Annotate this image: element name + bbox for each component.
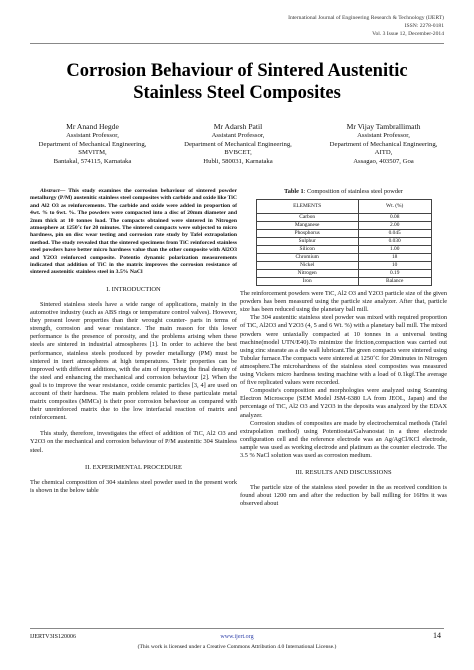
table-cell: 0.08 bbox=[358, 214, 431, 222]
composition-table bbox=[256, 199, 432, 286]
table-header-row bbox=[256, 200, 431, 214]
author-dept: Department of Mechanical Engineering, bbox=[38, 140, 147, 148]
abstract-label: Abstract— bbox=[40, 188, 66, 194]
table-cell: Balance bbox=[358, 278, 431, 286]
paper-title bbox=[0, 60, 474, 104]
table-row bbox=[256, 246, 431, 254]
method-paragraph-3: Composite's composition and morphologies were analyzed using Scanning Electron Microscope (SEM Model JSM-6380 LA from JEOL, Japan) and the percentage of TiC, Al2 O3 and Y2O3 in the deposits was analyzed by the EDAX analyzer. bbox=[240, 387, 447, 419]
journal-volume: Vol. 3 Issue 12, December-2014 bbox=[372, 31, 444, 37]
table-cell: 1.00 bbox=[358, 246, 431, 254]
author-role: Assistant Professor, bbox=[211, 132, 265, 139]
intro-paragraph-1: Sintered stainless steels have a wide range of applications, mainly in the automotive industry (such as ABS rings or temperature control valves). However, they present lower properties than their wrought counter- parts in terms of strength, corrosion and wear resistance. The main reason for this lower performance is the presence of porosity, and the problems arising when these steels are sintered in industrial atmospheres [1]. In order to achieve the best performance, stainless steels produced by powder metallurgy (PM) must be sintered in inert atmospheres at high temperatures. Their properties can be improved with different additions, with the aim of improving the final density of the steel and enhancing the mechanical and corrosion behaviour [2]. When the goal is to improve the wear resistance, oxide ceramic particles [3, 4] are used on account of their hardness. The main problem related to these particulate metal matrix composites (MMCs) is their poor corrosion behaviour as compared with their unreinforced matrix due to the low interfacial reaction of matrix and reinforcement. bbox=[30, 300, 237, 422]
table-cell: Iron bbox=[256, 278, 358, 286]
section-heading-results: III. RESULTS AND DISCUSSIONS bbox=[295, 469, 392, 477]
author-place: Assagao, 403507, Goa bbox=[353, 157, 414, 165]
author-place: Bantakal, 574115, Karnataka bbox=[53, 157, 132, 165]
journal-header bbox=[224, 14, 444, 38]
section-heading-introduction: I. INTRODUCTION bbox=[106, 285, 161, 293]
left-column bbox=[30, 188, 237, 495]
author-dept: Department of Mechanical Engineering, bbox=[184, 140, 292, 148]
experimental-paragraph: The chemical composition of 304 stainless steel powder used in the present work is shown in the below table bbox=[30, 478, 237, 494]
author-name: Mr Anand Hegde bbox=[66, 122, 119, 131]
page-number: 14 bbox=[433, 631, 441, 640]
author-inst: AITD, bbox=[374, 149, 393, 157]
method-paragraph-2: The 304 austenitic stainless steel powder was mixed with required proportion of TiC, Al2O3 and Y2O3 (4, 5 and 6 Wt. %) with a planetary ball mill. The mixed powders were uniaxially compacted at 10 tonnes in a universal testing machine(model UTN/E40).To minimize the friction,compaction was carried out using zinc stearate as a die wall lubricant.The green compacts were sintered using Tubular furnace.The compacts were sintered at 1250˚C for 20minutes in Nitrogen atmosphere.The microhardness of the stainless steel composites was measured using Vickers micro hardness testing machine with a load of 0.1kgf.The average of five replicated values were recorded. bbox=[240, 314, 447, 387]
table-cell: Manganese bbox=[256, 222, 358, 230]
journal-issn: ISSN: 2278-0181 bbox=[404, 23, 444, 29]
license-note: (This work is licensed under a Creative Commons Attribution 4.0 International License.) bbox=[137, 644, 337, 650]
method-paragraph-4: Corrosion studies of composites are made by electrochemical methods (Tafel extrapolation method) using Potentiostat/Galvanostat in a three electrode configuration cell and the reference electrode was an Ag/AgCl/KCl electrode, sample was used as working electrode and platinum as the counter electrode. The 3.5 % NaCl solution was used as corrosion medium. bbox=[240, 419, 447, 459]
footer-rule bbox=[30, 628, 444, 629]
author-block bbox=[166, 122, 311, 166]
table-header-elements: ELEMENTS bbox=[256, 200, 358, 214]
table-cell: Nickel bbox=[256, 262, 358, 270]
author-name: Mr Adarsh Patil bbox=[213, 122, 263, 131]
table-caption-label: Table 1 bbox=[284, 188, 304, 195]
table-row bbox=[256, 238, 431, 246]
table-row bbox=[256, 222, 431, 230]
author-name: Mr Vijay Tambrallimath bbox=[346, 122, 421, 131]
journal-name: International Journal of Engineering Research & Technology (IJERT) bbox=[288, 15, 444, 21]
table-row bbox=[256, 254, 431, 262]
table-caption-text: : Composition of stainless steel powder bbox=[303, 188, 403, 195]
title-line-1: Corrosion Behaviour of Sintered Austenitic bbox=[66, 61, 408, 81]
table-cell: 0.045 bbox=[358, 230, 431, 238]
table-cell: Chromium bbox=[256, 254, 358, 262]
table-cell: 18 bbox=[358, 254, 431, 262]
author-inst: BVBCET, bbox=[224, 149, 252, 157]
author-role: Assistant Professor, bbox=[66, 132, 119, 139]
author-role: Assistant Professor, bbox=[357, 132, 410, 139]
table-cell: 10 bbox=[358, 262, 431, 270]
author-place: Hubli, 580031, Karnataka bbox=[203, 157, 273, 165]
author-dept: Department of Mechanical Engineering, bbox=[329, 140, 438, 148]
table-cell: Sulphur bbox=[256, 238, 358, 246]
table-cell: Phosphorus bbox=[256, 230, 358, 238]
author-block bbox=[311, 122, 456, 166]
header-rule bbox=[30, 43, 444, 44]
table-cell: 2.00 bbox=[358, 222, 431, 230]
author-inst: SMVITM, bbox=[78, 149, 107, 157]
abstract bbox=[30, 188, 237, 277]
paper-id: IJERTV3IS120006 bbox=[30, 634, 76, 640]
method-paragraph-1: The reinforcement powders were TiC, Al2 O3 and Y2O3 particle size of the given powders has been measured using the particle size analyzer. After that, particle size has been reduced using the planetary ball mill. bbox=[240, 290, 447, 314]
table-header-weight: Wt. (%) bbox=[358, 200, 431, 214]
table-row bbox=[256, 270, 431, 278]
journal-website-link[interactable]: www.ijert.org bbox=[220, 634, 254, 640]
table-row bbox=[256, 262, 431, 270]
table-cell: 0.030 bbox=[358, 238, 431, 246]
section-heading-experimental: II. EXPERIMENTAL PROCEDURE bbox=[85, 463, 182, 471]
title-line-2: Stainless Steel Composites bbox=[133, 83, 341, 103]
table-caption bbox=[240, 188, 447, 196]
author-list bbox=[20, 122, 456, 166]
abstract-text: This study examines the corrosion behaviour of sintered powder metallurgy (P/M) austenitic stainless steel composites with carbide and oxide like TiC and Al2 O3 as reinforcements. The carbide and oxide were added in proportion of 4wt. % to 6wt. %. The powders were compacted into a disc of 20mm diameter and 2mm thick at 10 tonnes load. The compacts obtained were sintered in Nitrogen atmosphere at 1250˚c for 20 minutes. The sintered compacts were subjected to micro hardness, pin on disc wear testing and corrosion rate study by Tafel extrapolation method. The study revealed that the sintered specimens from TiC reinforced stainless steel powders have better micro hardness value than the other composite with Al2O3 and Y2O3 reinforced composite. Potentio dynamic polarization measurements indicated that addition of TiC in the matrix improves the corrosion resistance of sintered austenitic stainless steel in 3.5% NaCl bbox=[30, 188, 237, 276]
table-row bbox=[256, 230, 431, 238]
table-row bbox=[256, 278, 431, 286]
intro-paragraph-2: This study, therefore, investigates the effect of addition of TiC, Al2 O3 and Y2O3 on the mechanical and corrosion behaviour of P/M austenitic 304 Stainless steel. bbox=[30, 430, 237, 454]
table-cell: 0.19 bbox=[358, 270, 431, 278]
author-block bbox=[20, 122, 165, 166]
table-row bbox=[256, 214, 431, 222]
table-cell: Carbon bbox=[256, 214, 358, 222]
table-cell: Silicon bbox=[256, 246, 358, 254]
results-paragraph: The particle size of the stainless steel powder in the as received condition is found about 1200 nm and after the reduction by ball milling for 16Hrs it was observed about bbox=[240, 484, 447, 508]
table-cell: Nitrogen bbox=[256, 270, 358, 278]
right-column bbox=[240, 188, 447, 508]
